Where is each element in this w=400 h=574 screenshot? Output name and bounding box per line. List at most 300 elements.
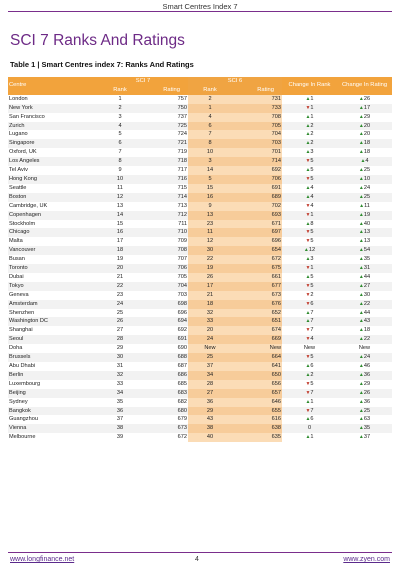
table-row xyxy=(8,184,392,193)
change-value: 26 xyxy=(363,389,371,396)
triangle-up-icon: ▲ xyxy=(358,416,364,423)
change-rating-cell xyxy=(337,415,392,424)
change-rating-cell xyxy=(337,148,392,157)
sci6-rank-cell: 2 xyxy=(188,95,232,104)
table-row xyxy=(8,407,392,416)
centre-cell: Copenhagen xyxy=(8,211,98,220)
centre-cell: Melbourne xyxy=(8,433,98,442)
centre-cell: Toronto xyxy=(8,264,98,273)
sci7-rank-cell: 1 xyxy=(98,95,142,104)
sci7-rating-cell: 686 xyxy=(142,371,188,380)
change-value: 12 xyxy=(308,247,316,254)
centre-cell: Seattle xyxy=(8,184,98,193)
sci7-rating-cell: 687 xyxy=(142,362,188,371)
change-value: New xyxy=(303,345,316,352)
triangle-up-icon: ▲ xyxy=(305,122,311,129)
change-value: 22 xyxy=(363,336,371,343)
sci7-rating-cell: 716 xyxy=(142,175,188,184)
column-header-change-rating: Change In Rating xyxy=(337,77,392,95)
change-rating-cell xyxy=(337,264,392,273)
change-rating-cell xyxy=(337,326,392,335)
sci6-rank-cell: 3 xyxy=(188,157,232,166)
sci6-rating-cell: New xyxy=(232,344,282,353)
sci7-rank-cell: 6 xyxy=(98,139,142,148)
change-value: 20 xyxy=(363,122,371,129)
sci6-rating-cell: 697 xyxy=(232,228,282,237)
sci6-rank-cell: 7 xyxy=(188,130,232,139)
change-value: 27 xyxy=(363,282,371,289)
change-rank-cell xyxy=(282,193,337,202)
change-rank-cell xyxy=(282,148,337,157)
triangle-up-icon: ▲ xyxy=(358,425,364,432)
column-header-sci6-rating: Rating xyxy=(232,86,282,95)
change-rank-cell xyxy=(282,237,337,246)
sci7-rating-cell: 725 xyxy=(142,122,188,131)
change-value: 24 xyxy=(363,184,371,191)
change-rank-cell xyxy=(282,309,337,318)
change-rating-cell xyxy=(337,433,392,442)
change-value: New xyxy=(358,345,371,352)
change-rating-cell xyxy=(337,407,392,416)
triangle-up-icon: ▲ xyxy=(360,158,366,165)
sci6-rank-cell: 4 xyxy=(188,113,232,122)
triangle-up-icon: ▲ xyxy=(305,318,311,325)
triangle-up-icon: ▲ xyxy=(358,184,364,191)
triangle-up-icon: ▲ xyxy=(358,380,364,387)
change-rank-cell xyxy=(282,113,337,122)
change-value: 18 xyxy=(363,140,371,147)
column-group-sci7: SCI 7 xyxy=(98,77,188,86)
change-rating-cell xyxy=(337,104,392,113)
change-rank-cell xyxy=(282,264,337,273)
change-value: 17 xyxy=(363,104,371,111)
table-row xyxy=(8,291,392,300)
sci7-rating-cell: 682 xyxy=(142,398,188,407)
sci7-rating-cell: 711 xyxy=(142,220,188,229)
table-row xyxy=(8,139,392,148)
table-row xyxy=(8,148,392,157)
change-value: 5 xyxy=(310,158,314,165)
change-rank-cell xyxy=(282,255,337,264)
sci7-rating-cell: 703 xyxy=(142,291,188,300)
sci6-rating-cell: 616 xyxy=(232,415,282,424)
table-header-row-1 xyxy=(8,77,392,86)
change-value: 44 xyxy=(363,309,371,316)
change-value: 1 xyxy=(310,398,314,405)
sci6-rating-cell: 691 xyxy=(232,184,282,193)
centre-cell: Geneva xyxy=(8,291,98,300)
sci6-rank-cell: 8 xyxy=(188,139,232,148)
triangle-up-icon: ▲ xyxy=(305,167,311,174)
change-value: 22 xyxy=(363,300,371,307)
sci7-rating-cell: 685 xyxy=(142,380,188,389)
sci6-rating-cell: 657 xyxy=(232,389,282,398)
sci6-rank-cell: 21 xyxy=(188,291,232,300)
triangle-up-icon: ▲ xyxy=(305,309,311,316)
sci6-rating-cell: 635 xyxy=(232,433,282,442)
triangle-up-icon: ▲ xyxy=(358,273,364,280)
change-value: 1 xyxy=(310,113,314,120)
sci7-rating-cell: 710 xyxy=(142,228,188,237)
table-row xyxy=(8,344,392,353)
triangle-down-icon: ▼ xyxy=(305,265,311,272)
sci6-rating-cell: 705 xyxy=(232,122,282,131)
sci7-rank-cell: 5 xyxy=(98,130,142,139)
sci6-rating-cell: 733 xyxy=(232,104,282,113)
change-value: 31 xyxy=(363,265,371,272)
sci6-rating-cell: 654 xyxy=(232,246,282,255)
sci7-rating-cell: 721 xyxy=(142,139,188,148)
change-value: 18 xyxy=(363,327,371,334)
sci7-rating-cell: 717 xyxy=(142,166,188,175)
triangle-down-icon: ▼ xyxy=(305,336,311,343)
change-value: 7 xyxy=(310,407,314,414)
change-value: 35 xyxy=(363,256,371,263)
triangle-down-icon: ▼ xyxy=(305,158,311,165)
change-rating-cell xyxy=(337,424,392,433)
change-value: 5 xyxy=(310,229,314,236)
triangle-up-icon: ▲ xyxy=(305,184,311,191)
change-rating-cell xyxy=(337,228,392,237)
change-value: 5 xyxy=(310,167,314,174)
change-value: 25 xyxy=(363,193,371,200)
change-rating-cell xyxy=(337,95,392,104)
triangle-up-icon: ▲ xyxy=(358,131,364,138)
sci7-rank-cell: 15 xyxy=(98,220,142,229)
triangle-down-icon: ▼ xyxy=(305,354,311,361)
sci6-rating-cell: 692 xyxy=(232,166,282,175)
centre-cell: Vienna xyxy=(8,424,98,433)
sci7-rating-cell: 690 xyxy=(142,344,188,353)
sci7-rank-cell: 2 xyxy=(98,104,142,113)
triangle-up-icon: ▲ xyxy=(358,407,364,414)
triangle-up-icon: ▲ xyxy=(305,256,311,263)
sci7-rank-cell: 32 xyxy=(98,371,142,380)
triangle-down-icon: ▼ xyxy=(305,407,311,414)
sci7-rating-cell: 757 xyxy=(142,95,188,104)
change-rating-cell xyxy=(337,371,392,380)
change-rank-cell xyxy=(282,362,337,371)
change-rank-cell xyxy=(282,166,337,175)
change-value: 1 xyxy=(310,434,314,441)
sci6-rank-cell: 10 xyxy=(188,148,232,157)
change-value: 26 xyxy=(363,95,371,102)
sci7-rating-cell: 737 xyxy=(142,113,188,122)
sci6-rating-cell: 661 xyxy=(232,273,282,282)
change-value: 37 xyxy=(363,434,371,441)
centre-cell: Boston xyxy=(8,193,98,202)
sci7-rating-cell: 708 xyxy=(142,246,188,255)
running-header: Smart Centres Index 7 xyxy=(162,2,238,11)
change-value: 6 xyxy=(310,300,314,307)
table-row xyxy=(8,273,392,282)
change-value: 5 xyxy=(310,273,314,280)
sci6-rating-cell: 701 xyxy=(232,148,282,157)
sci6-rank-cell: 27 xyxy=(188,389,232,398)
sci6-rating-cell: 677 xyxy=(232,282,282,291)
sci7-rank-cell: 21 xyxy=(98,273,142,282)
change-rank-cell xyxy=(282,407,337,416)
triangle-up-icon: ▲ xyxy=(358,256,364,263)
column-header-change-rank: Change In Rank xyxy=(282,77,337,95)
change-value: 4 xyxy=(310,202,314,209)
triangle-up-icon: ▲ xyxy=(358,122,364,129)
centre-cell: Cambridge, UK xyxy=(8,202,98,211)
sci6-rating-cell: 664 xyxy=(232,353,282,362)
triangle-up-icon: ▲ xyxy=(305,149,311,156)
sci6-rating-cell: 656 xyxy=(232,380,282,389)
sci7-rank-cell: 9 xyxy=(98,166,142,175)
change-rating-cell xyxy=(337,255,392,264)
change-rank-cell xyxy=(282,282,337,291)
sci7-rating-cell: 706 xyxy=(142,264,188,273)
sci7-rating-cell: 688 xyxy=(142,353,188,362)
change-rank-cell xyxy=(282,317,337,326)
sci6-rating-cell: 675 xyxy=(232,264,282,273)
change-rank-cell xyxy=(282,184,337,193)
centre-cell: Los Angeles xyxy=(8,157,98,166)
change-value: 1 xyxy=(310,211,314,218)
change-value: 4 xyxy=(310,336,314,343)
change-rank-cell xyxy=(282,291,337,300)
sci7-rating-cell: 673 xyxy=(142,424,188,433)
sci6-rating-cell: 638 xyxy=(232,424,282,433)
triangle-up-icon: ▲ xyxy=(358,336,364,343)
change-value: 7 xyxy=(310,327,314,334)
change-value: 35 xyxy=(363,425,371,432)
triangle-up-icon: ▲ xyxy=(305,398,311,405)
triangle-up-icon: ▲ xyxy=(358,291,364,298)
change-value: 4 xyxy=(365,158,369,165)
sci7-rank-cell: 30 xyxy=(98,353,142,362)
centre-cell: Hong Kong xyxy=(8,175,98,184)
sci6-rank-cell: 36 xyxy=(188,398,232,407)
sci6-rank-cell: 5 xyxy=(188,175,232,184)
sci7-rank-cell: 10 xyxy=(98,175,142,184)
sci6-rank-cell: 32 xyxy=(188,309,232,318)
sci7-rating-cell: 683 xyxy=(142,389,188,398)
centre-cell: Berlin xyxy=(8,371,98,380)
sci6-rank-cell: New xyxy=(188,344,232,353)
sci7-rank-cell: 7 xyxy=(98,148,142,157)
table-row xyxy=(8,122,392,131)
triangle-up-icon: ▲ xyxy=(358,354,364,361)
change-value: 2 xyxy=(310,371,314,378)
sci6-rank-cell: 23 xyxy=(188,220,232,229)
table-row xyxy=(8,398,392,407)
centre-cell: Amsterdam xyxy=(8,300,98,309)
change-value: 13 xyxy=(363,229,371,236)
triangle-up-icon: ▲ xyxy=(305,140,311,147)
sci7-rating-cell: 679 xyxy=(142,415,188,424)
triangle-up-icon: ▲ xyxy=(305,220,311,227)
triangle-up-icon: ▲ xyxy=(358,247,364,254)
change-rating-cell xyxy=(337,317,392,326)
sci7-rank-cell: 28 xyxy=(98,335,142,344)
table-row xyxy=(8,264,392,273)
triangle-up-icon: ▲ xyxy=(358,95,364,102)
change-rank-cell xyxy=(282,344,337,353)
table-row xyxy=(8,326,392,335)
sci6-rating-cell: 646 xyxy=(232,398,282,407)
table-row xyxy=(8,211,392,220)
change-value: 5 xyxy=(310,238,314,245)
table-row xyxy=(8,380,392,389)
triangle-up-icon: ▲ xyxy=(305,416,311,423)
sci6-rank-cell: 38 xyxy=(188,424,232,433)
change-rating-cell xyxy=(337,309,392,318)
centre-cell: London xyxy=(8,95,98,104)
change-rank-cell xyxy=(282,380,337,389)
sci7-rank-cell: 14 xyxy=(98,211,142,220)
centre-cell: Tokyo xyxy=(8,282,98,291)
sci6-rank-cell: 22 xyxy=(188,255,232,264)
triangle-down-icon: ▼ xyxy=(305,175,311,182)
sci7-rating-cell: 719 xyxy=(142,148,188,157)
change-rating-cell xyxy=(337,300,392,309)
triangle-up-icon: ▲ xyxy=(358,318,364,325)
triangle-up-icon: ▲ xyxy=(305,113,311,120)
change-value: 4 xyxy=(310,184,314,191)
triangle-up-icon: ▲ xyxy=(358,371,364,378)
change-value: 0 xyxy=(307,425,312,432)
sci7-rating-cell: 750 xyxy=(142,104,188,113)
change-rank-cell xyxy=(282,389,337,398)
sci6-rating-cell: 702 xyxy=(232,202,282,211)
change-value: 2 xyxy=(310,122,314,129)
triangle-down-icon: ▼ xyxy=(305,104,311,111)
change-value: 25 xyxy=(363,167,371,174)
sci7-rating-cell: 696 xyxy=(142,309,188,318)
centre-cell: Chicago xyxy=(8,228,98,237)
sci6-rank-cell: 28 xyxy=(188,380,232,389)
centre-cell: Seoul xyxy=(8,335,98,344)
triangle-up-icon: ▲ xyxy=(305,363,311,369)
sci7-rank-cell: 35 xyxy=(98,398,142,407)
change-value: 18 xyxy=(363,149,371,156)
sci7-rank-cell: 38 xyxy=(98,424,142,433)
sci7-rating-cell: 680 xyxy=(142,407,188,416)
change-value: 3 xyxy=(310,149,314,156)
triangle-down-icon: ▼ xyxy=(305,327,311,334)
change-value: 44 xyxy=(363,273,371,280)
change-rating-cell xyxy=(337,389,392,398)
change-rank-cell xyxy=(282,353,337,362)
sci7-rating-cell: 705 xyxy=(142,273,188,282)
sci7-rank-cell: 8 xyxy=(98,157,142,166)
change-value: 19 xyxy=(363,211,371,218)
triangle-down-icon: ▼ xyxy=(305,238,311,245)
table-row xyxy=(8,255,392,264)
change-rating-cell xyxy=(337,220,392,229)
sci7-rank-cell: 25 xyxy=(98,309,142,318)
sci6-rating-cell: 672 xyxy=(232,255,282,264)
table-row xyxy=(8,335,392,344)
table-row xyxy=(8,300,392,309)
triangle-down-icon: ▼ xyxy=(305,380,311,387)
triangle-up-icon: ▲ xyxy=(358,309,364,316)
centre-cell: Guangzhou xyxy=(8,415,98,424)
centre-cell: Vancouver xyxy=(8,246,98,255)
change-value: 29 xyxy=(363,113,371,120)
sci6-rank-cell: 16 xyxy=(188,193,232,202)
sci7-rank-cell: 31 xyxy=(98,362,142,371)
change-rating-cell xyxy=(337,193,392,202)
table-row xyxy=(8,95,392,104)
centre-cell: Bangkok xyxy=(8,407,98,416)
centre-cell: Dubai xyxy=(8,273,98,282)
sci6-rank-cell: 12 xyxy=(188,237,232,246)
footer-link-zyen[interactable]: www.zyen.com xyxy=(343,556,390,563)
change-rating-cell xyxy=(337,273,392,282)
triangle-up-icon: ▲ xyxy=(358,300,364,307)
centre-cell: Stockholm xyxy=(8,220,98,229)
sci6-rank-cell: 20 xyxy=(188,326,232,335)
change-value: 2 xyxy=(310,140,314,147)
sci7-rank-cell: 17 xyxy=(98,237,142,246)
sci7-rating-cell: 692 xyxy=(142,326,188,335)
centre-cell: Tel Aviv xyxy=(8,166,98,175)
centre-cell: Luxembourg xyxy=(8,380,98,389)
centre-cell: Busan xyxy=(8,255,98,264)
table-row xyxy=(8,228,392,237)
triangle-up-icon: ▲ xyxy=(305,131,311,138)
sci6-rating-cell: 650 xyxy=(232,371,282,380)
triangle-up-icon: ▲ xyxy=(358,104,364,111)
change-rating-cell xyxy=(337,175,392,184)
sci7-rank-cell: 29 xyxy=(98,344,142,353)
change-rank-cell xyxy=(282,175,337,184)
table-body xyxy=(8,95,392,442)
triangle-down-icon: ▼ xyxy=(305,202,311,209)
table-row xyxy=(8,433,392,442)
change-value: 13 xyxy=(363,238,371,245)
sci7-rating-cell: 704 xyxy=(142,282,188,291)
sci6-rating-cell: 652 xyxy=(232,309,282,318)
change-rating-cell xyxy=(337,335,392,344)
sci7-rank-cell: 3 xyxy=(98,113,142,122)
sci6-rating-cell: 731 xyxy=(232,95,282,104)
triangle-up-icon: ▲ xyxy=(358,363,364,369)
sci6-rating-cell: 706 xyxy=(232,175,282,184)
change-rating-cell xyxy=(337,282,392,291)
change-value: 5 xyxy=(310,175,314,182)
centre-cell: Oxford, UK xyxy=(8,148,98,157)
column-header-centre: Centre xyxy=(8,77,98,95)
sci6-rating-cell: 708 xyxy=(232,113,282,122)
change-value: 63 xyxy=(363,416,371,423)
sci7-rank-cell: 36 xyxy=(98,407,142,416)
sci7-rating-cell: 712 xyxy=(142,211,188,220)
centre-cell: Beijing xyxy=(8,389,98,398)
change-rank-cell xyxy=(282,202,337,211)
table-row xyxy=(8,113,392,122)
table-row xyxy=(8,282,392,291)
sci7-rank-cell: 22 xyxy=(98,282,142,291)
triangle-down-icon: ▼ xyxy=(305,300,311,307)
triangle-up-icon: ▲ xyxy=(303,247,309,254)
sci6-rating-cell: 703 xyxy=(232,139,282,148)
sci7-rating-cell: 709 xyxy=(142,237,188,246)
footer-link-longfinance[interactable]: www.longfinance.net xyxy=(10,556,75,563)
sci7-rank-cell: 16 xyxy=(98,228,142,237)
sci6-rank-cell: 1 xyxy=(188,104,232,113)
triangle-up-icon: ▲ xyxy=(358,140,364,147)
change-rating-cell xyxy=(337,344,392,353)
change-rank-cell xyxy=(282,122,337,131)
sci7-rank-cell: 24 xyxy=(98,300,142,309)
change-value: 30 xyxy=(363,291,371,298)
